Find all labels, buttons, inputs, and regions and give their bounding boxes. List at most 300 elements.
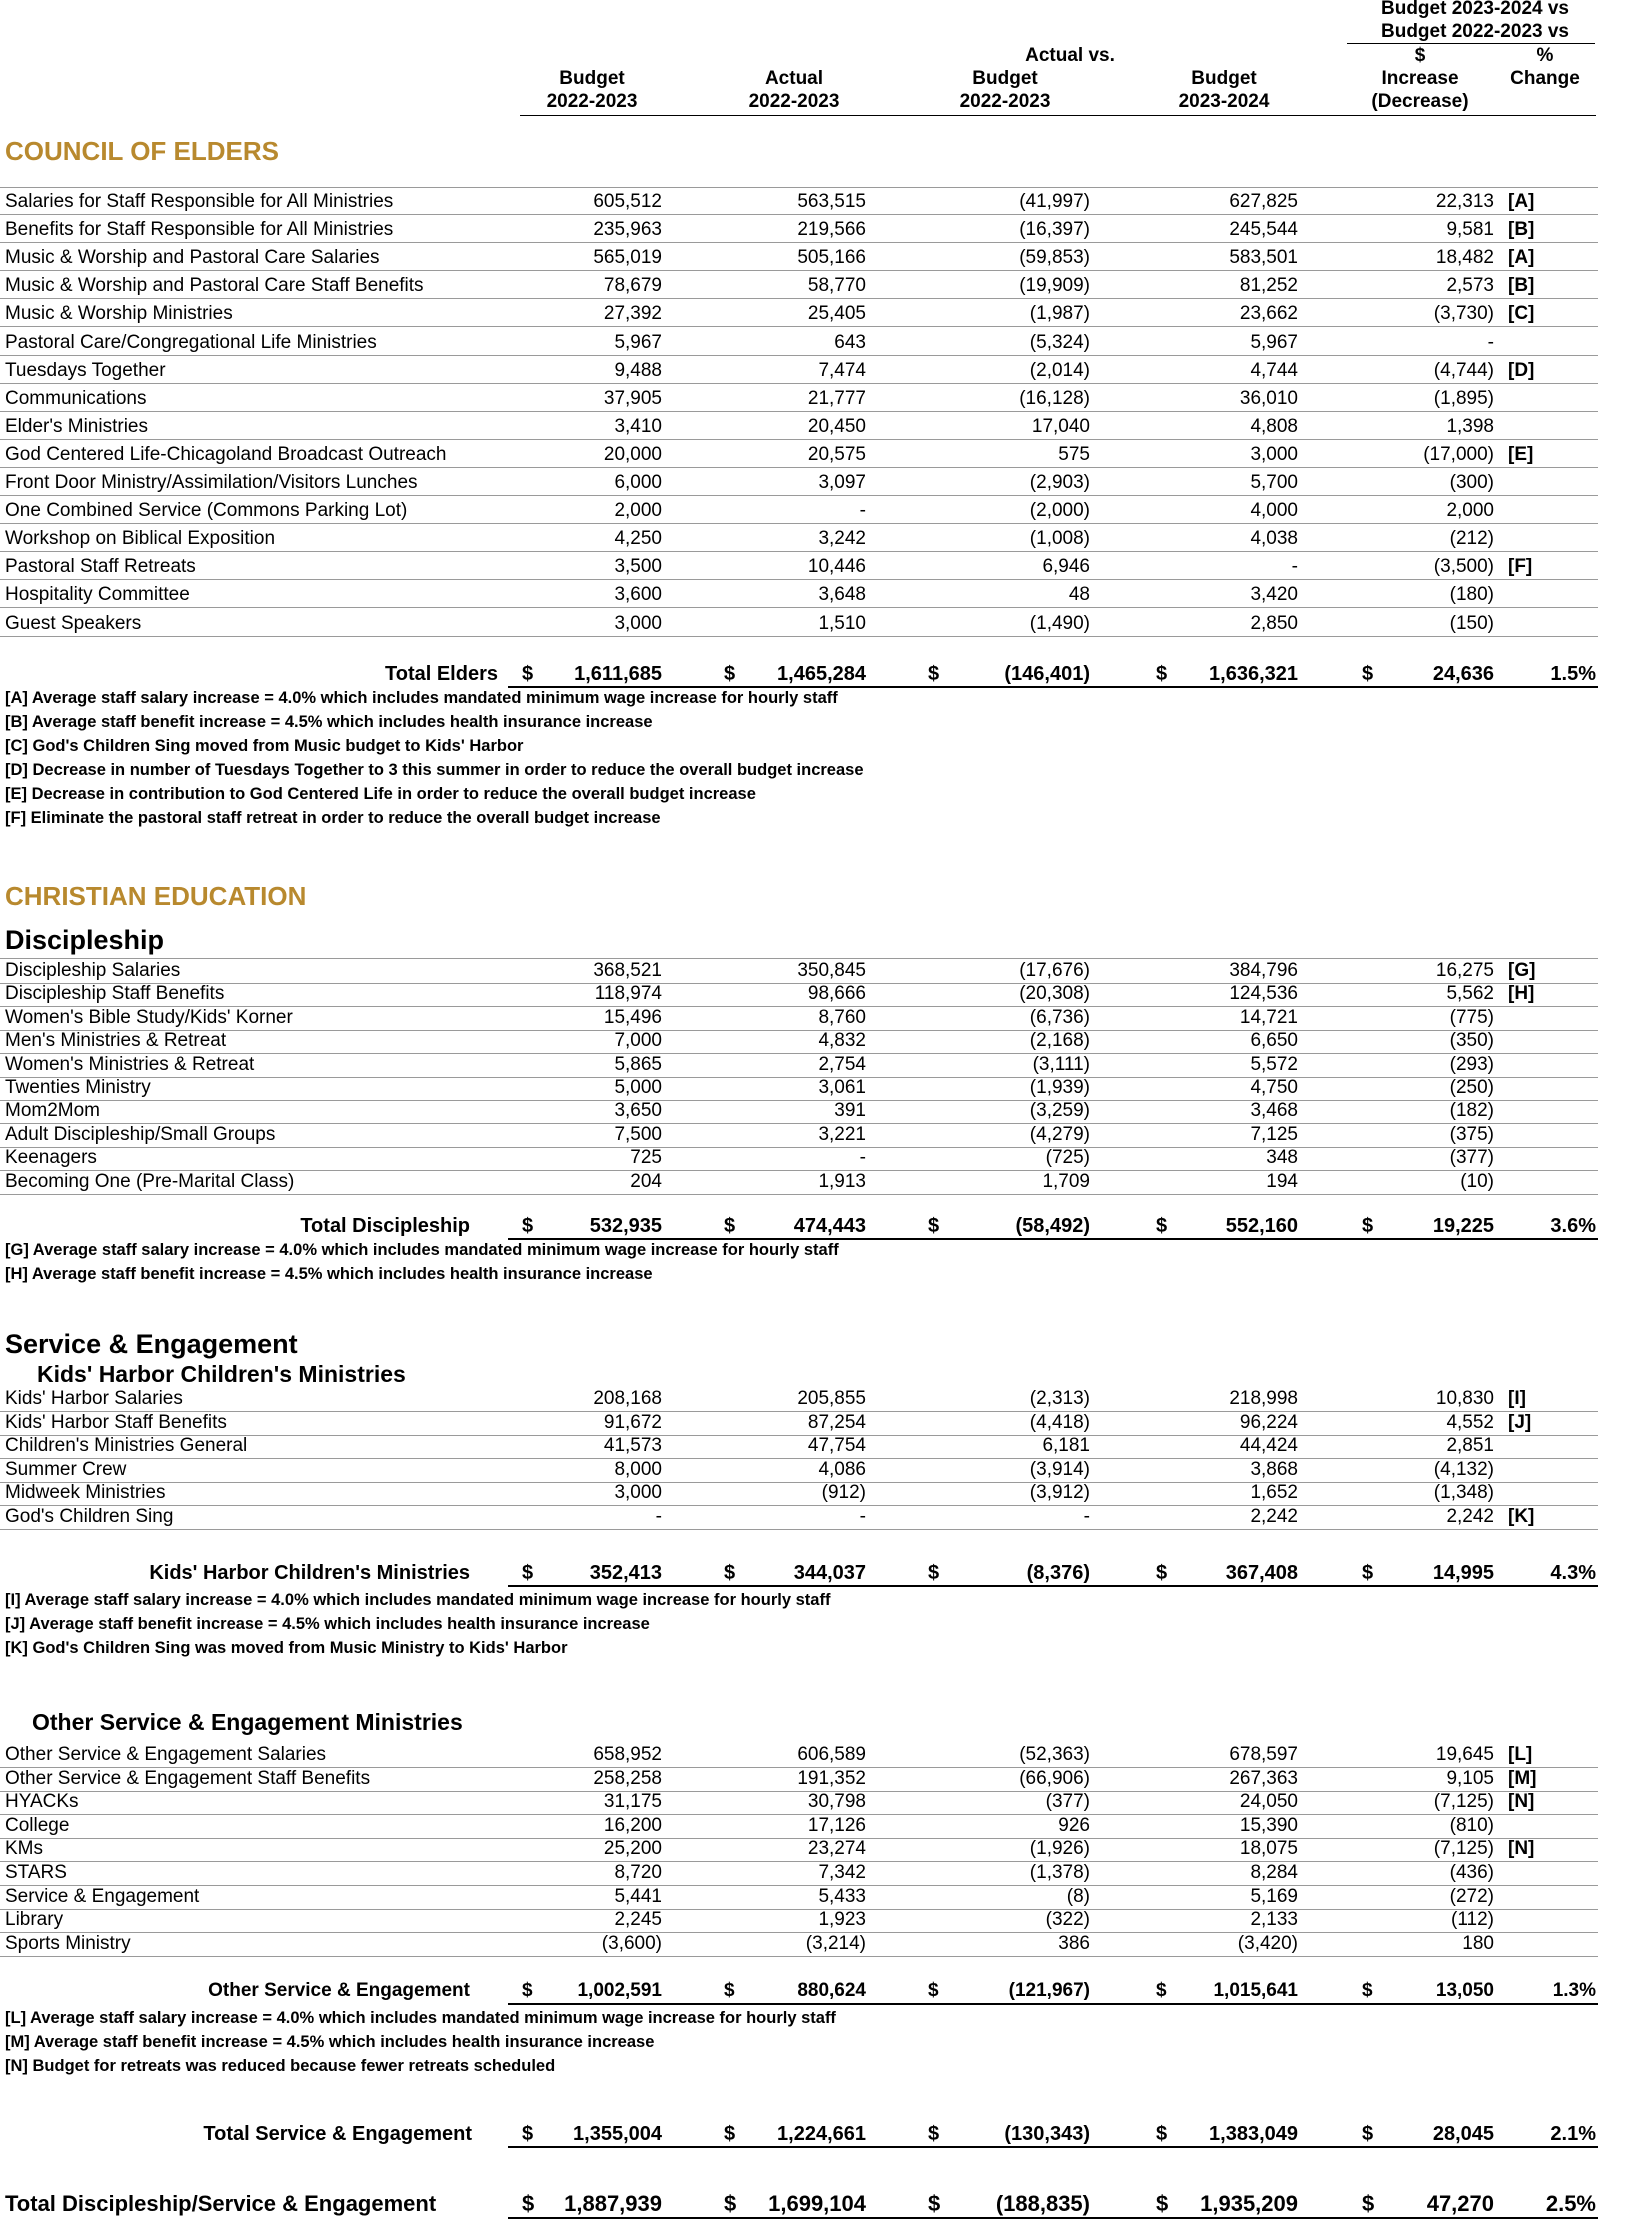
cell-inc: (182): [1449, 1100, 1494, 1122]
row-label: Adult Discipleship/Small Groups: [5, 1123, 276, 1145]
cell-var: (1,926): [1029, 1838, 1090, 1860]
cell-b22: 2,000: [614, 500, 662, 522]
footnote-ref: [L]: [1508, 1744, 1533, 1765]
col-pct-label: Change: [1510, 68, 1580, 89]
cell-a22: 8,760: [818, 1006, 866, 1028]
footnote: [I] Average staff salary increase = 4.0% which includes mandated minimum wage increase for hourly staff: [5, 1591, 831, 1609]
cell-var: (2,168): [1029, 1030, 1090, 1052]
cell-var: 6,946: [1042, 556, 1090, 578]
currency-symbol: $: [724, 2123, 736, 2145]
elders-section-title: COUNCIL OF ELDERS: [5, 136, 279, 166]
cell-var: (2,313): [1029, 1388, 1090, 1409]
grand-total-inc: 47,270: [1426, 2191, 1494, 2216]
cell-b22: 9,488: [614, 359, 662, 381]
cell-var: (725): [1045, 1147, 1090, 1169]
cell-var: (1,987): [1029, 303, 1090, 325]
cell-a22: (912): [821, 1482, 866, 1504]
cell-b23: 245,544: [1229, 219, 1298, 241]
cell-inc: (375): [1449, 1123, 1494, 1145]
cell-a22: 563,515: [797, 191, 866, 212]
cell-var: (19,909): [1019, 275, 1090, 297]
cell-inc: (10): [1460, 1170, 1494, 1192]
row-rule: [0, 270, 1598, 271]
footnote-ref: [A]: [1508, 247, 1535, 269]
total-b23: 1,383,049: [1209, 2123, 1298, 2145]
cell-a22: 205,855: [797, 1388, 866, 1409]
col-var-year: 2022-2023: [959, 91, 1051, 112]
cell-a22: 1,510: [818, 612, 866, 634]
total-b22: 1,002,591: [577, 1980, 662, 2001]
row-rule: [0, 298, 1598, 299]
cell-b22: 27,392: [603, 303, 662, 325]
row-rule: [0, 495, 1598, 496]
row-label: Hospitality Committee: [5, 584, 190, 606]
cell-inc: (810): [1449, 1814, 1494, 1836]
total-var: (130,343): [1004, 2123, 1090, 2145]
cell-a22: 1,923: [818, 1909, 866, 1931]
cell-b22: 20,000: [603, 443, 662, 465]
cell-b22: -: [655, 1506, 662, 1527]
total-b23: 1,015,641: [1213, 1980, 1298, 2001]
cell-b22: 78,679: [603, 275, 662, 297]
footnote: [M] Average staff benefit increase = 4.5% which includes health insurance increase: [5, 2033, 655, 2051]
cell-var: (2,014): [1029, 359, 1090, 381]
cell-b22: 118,974: [594, 983, 662, 1005]
col-inc-label-2: (Decrease): [1371, 91, 1469, 112]
footnote: [A] Average staff salary increase = 4.0% which includes mandated minimum wage increase for hourly staff: [5, 689, 838, 707]
cell-b23: 627,825: [1229, 191, 1298, 212]
total-rule: [508, 1585, 1598, 1587]
currency-symbol: $: [724, 1980, 735, 2001]
row-rule: [0, 551, 1598, 552]
cell-b22: 3,650: [614, 1100, 662, 1122]
cell-b23: 3,420: [1250, 584, 1298, 606]
row-label: Salaries for Staff Responsible for All Ministries: [5, 191, 394, 212]
cell-var: (1,490): [1029, 612, 1090, 634]
cell-b22: 15,496: [603, 1006, 662, 1028]
cell-b23: -: [1291, 556, 1298, 578]
cell-inc: 9,581: [1446, 219, 1494, 241]
cell-var: 575: [1058, 443, 1090, 465]
cell-var: 48: [1068, 584, 1090, 606]
row-label: Music & Worship Ministries: [5, 303, 233, 325]
cell-b22: 31,175: [603, 1791, 662, 1813]
footnote-ref: [I]: [1508, 1388, 1526, 1409]
row-rule: [0, 187, 1598, 188]
cell-a22: 7,474: [818, 359, 866, 381]
grand-total-var: (188,835): [995, 2191, 1090, 2216]
row-label: KMs: [5, 1838, 43, 1860]
row-label: Keenagers: [5, 1147, 97, 1169]
cell-b22: 2,245: [614, 1909, 662, 1931]
total-b23: 367,408: [1225, 1562, 1298, 1584]
row-label: God Centered Life-Chicagoland Broadcast Outreach: [5, 443, 447, 465]
row-label: One Combined Service (Commons Parking Lot): [5, 500, 408, 522]
cell-a22: 5,433: [818, 1885, 866, 1907]
currency-symbol: $: [522, 1980, 533, 2001]
currency-symbol: $: [1362, 663, 1374, 685]
cell-b23: 2,850: [1250, 612, 1298, 634]
cell-inc: (7,125): [1433, 1791, 1494, 1813]
total-a22: 474,443: [793, 1215, 866, 1237]
footnote-ref: [G]: [1508, 960, 1536, 981]
total-a22: 1,465,284: [777, 663, 866, 685]
cell-a22: 3,242: [818, 528, 866, 550]
cell-var: (1,378): [1029, 1862, 1090, 1883]
footnote-ref: [N]: [1508, 1791, 1535, 1813]
total-pct: 2.1%: [1550, 2123, 1596, 2145]
row-rule: [0, 214, 1598, 215]
currency-symbol: $: [1156, 663, 1168, 685]
cell-b23: 2,133: [1250, 1909, 1298, 1931]
row-label: College: [5, 1814, 70, 1836]
cell-b23: 384,796: [1229, 960, 1298, 981]
row-rule: [0, 958, 1598, 959]
row-rule: [0, 1194, 1598, 1195]
footnote: [L] Average staff salary increase = 4.0% which includes mandated minimum wage increase for hourly staff: [5, 2009, 836, 2027]
cell-var: (5,324): [1029, 331, 1090, 353]
total-b23: 1,636,321: [1209, 663, 1298, 685]
cell-a22: 219,566: [797, 219, 866, 241]
row-rule: [0, 355, 1598, 356]
cell-b23: 1,652: [1250, 1482, 1298, 1504]
col-b23-year: 2023-2024: [1178, 91, 1270, 112]
cell-inc: 2,851: [1446, 1435, 1494, 1457]
cell-a22: (3,214): [805, 1932, 866, 1954]
footnote: [C] God's Children Sing moved from Music budget to Kids' Harbor: [5, 737, 524, 755]
cell-var: 386: [1058, 1932, 1090, 1954]
grand-total-label: Total Discipleship/Service & Engagement: [5, 2191, 437, 2216]
cell-b23: 15,390: [1239, 1814, 1298, 1836]
cell-b22: 605,512: [593, 191, 662, 212]
cell-b22: 37,905: [603, 387, 662, 409]
currency-symbol: $: [724, 1562, 736, 1584]
cell-b23: 2,242: [1250, 1506, 1298, 1527]
cell-var: 926: [1058, 1814, 1090, 1836]
cell-var: (4,418): [1029, 1411, 1090, 1433]
cell-inc: (3,730): [1433, 303, 1494, 325]
row-label: Children's Ministries General: [5, 1435, 248, 1457]
row-label: Front Door Ministry/Assimilation/Visitors Lunches: [5, 472, 418, 493]
cell-b23: 6,650: [1250, 1030, 1298, 1052]
cell-inc: (4,132): [1433, 1458, 1494, 1480]
grand-total-b22: 1,887,939: [564, 2191, 662, 2216]
row-rule: [0, 1529, 1598, 1530]
footnote-ref: [C]: [1508, 303, 1535, 325]
row-rule: [0, 439, 1598, 440]
total-a22: 880,624: [797, 1980, 866, 2001]
cell-inc: (775): [1449, 1006, 1494, 1028]
cell-b22: 6,000: [614, 472, 662, 493]
cell-a22: 30,798: [807, 1791, 866, 1813]
cell-inc: (272): [1449, 1885, 1494, 1907]
total-var: (8,376): [1026, 1562, 1090, 1584]
footnote-ref: [J]: [1508, 1411, 1532, 1433]
footnote: [B] Average staff benefit increase = 4.5% which includes health insurance increase: [5, 713, 653, 731]
total-rule: [508, 2003, 1598, 2005]
row-rule: [0, 242, 1598, 243]
row-label: Other Service & Engagement Staff Benefits: [5, 1767, 371, 1789]
cell-b22: 5,865: [614, 1053, 662, 1075]
footnote-ref: [B]: [1508, 275, 1535, 297]
footnote-ref: [F]: [1508, 556, 1533, 578]
row-label: Service & Engagement: [5, 1885, 200, 1907]
currency-symbol: $: [1362, 2123, 1374, 2145]
currency-symbol: $: [1156, 2123, 1168, 2145]
row-rule: [0, 636, 1598, 637]
cell-b22: 4,250: [614, 528, 662, 550]
cell-a22: 4,832: [818, 1030, 866, 1052]
cell-b22: 7,500: [614, 1123, 662, 1145]
col-pct-symbol: %: [1536, 45, 1554, 66]
cell-var: (3,914): [1029, 1458, 1090, 1480]
footnote-ref: [K]: [1508, 1506, 1535, 1527]
currency-symbol: $: [522, 663, 534, 685]
currency-symbol: $: [1362, 2191, 1375, 2216]
cell-var: 6,181: [1042, 1435, 1090, 1457]
cell-b22: 8,000: [614, 1458, 662, 1480]
currency-symbol: $: [928, 2123, 940, 2145]
row-label: Men's Ministries & Retreat: [5, 1030, 227, 1052]
col-a22-label: Actual: [764, 68, 824, 89]
grand-total-a22: 1,699,104: [768, 2191, 866, 2216]
currency-symbol: $: [1362, 1562, 1374, 1584]
footnote: [D] Decrease in number of Tuesdays Together to 3 this summer in order to reduce the overall budget increase: [5, 761, 864, 779]
currency-symbol: $: [724, 2191, 737, 2216]
cell-b22: 258,258: [593, 1767, 662, 1789]
row-rule: [0, 579, 1598, 580]
cell-var: -: [1083, 1506, 1090, 1527]
currency-symbol: $: [1156, 1980, 1167, 2001]
cell-b22: 204: [630, 1170, 662, 1192]
cell-b23: 5,700: [1250, 472, 1298, 493]
col-var-label-0: Actual vs.: [1025, 45, 1115, 66]
kids-harbor-title: Kids' Harbor Children's Ministries: [37, 1361, 406, 1387]
cell-inc: 16,275: [1435, 960, 1494, 981]
cell-b22: 235,963: [593, 219, 662, 241]
cell-b23: 348: [1266, 1147, 1298, 1169]
cell-var: (16,128): [1019, 387, 1090, 409]
row-label: Discipleship Staff Benefits: [5, 983, 225, 1005]
cell-b22: 725: [630, 1147, 662, 1169]
row-rule: [0, 1956, 1598, 1957]
cell-var: 17,040: [1031, 415, 1090, 437]
row-label: Kids' Harbor Salaries: [5, 1388, 183, 1409]
cell-b23: 267,363: [1229, 1767, 1298, 1789]
cell-a22: 58,770: [807, 275, 866, 297]
row-rule: [0, 411, 1598, 412]
cell-b22: 208,168: [593, 1388, 662, 1409]
grand-total-pct: 2.5%: [1545, 2191, 1596, 2216]
cell-inc: 22,313: [1435, 191, 1494, 212]
cell-a22: 98,666: [807, 983, 866, 1005]
cell-b23: (3,420): [1237, 1932, 1298, 1954]
row-label: Music & Worship and Pastoral Care Salaries: [5, 247, 380, 269]
row-label: Tuesdays Together: [5, 359, 166, 381]
cell-b22: 5,441: [614, 1885, 662, 1907]
row-label: Women's Ministries & Retreat: [5, 1053, 255, 1075]
row-rule: [0, 326, 1598, 327]
total-b23: 552,160: [1225, 1215, 1298, 1237]
row-label: Summer Crew: [5, 1458, 127, 1480]
cell-var: (17,676): [1019, 960, 1090, 981]
cell-a22: -: [859, 1506, 866, 1527]
footnote: [N] Budget for retreats was reduced because fewer retreats scheduled: [5, 2057, 556, 2075]
cell-a22: 350,845: [797, 960, 866, 981]
currency-symbol: $: [1156, 2191, 1169, 2216]
col-b22-year: 2022-2023: [546, 91, 638, 112]
total-a22: 344,037: [793, 1562, 866, 1584]
row-label: Library: [5, 1909, 64, 1931]
cell-a22: 3,221: [818, 1123, 866, 1145]
cell-inc: 18,482: [1435, 247, 1494, 269]
total-b22: 532,935: [589, 1215, 662, 1237]
cell-inc: (350): [1449, 1030, 1494, 1052]
cell-var: 1,709: [1042, 1170, 1090, 1192]
cell-b23: 24,050: [1239, 1791, 1298, 1813]
cell-inc: (7,125): [1433, 1838, 1494, 1860]
cell-var: (3,111): [1032, 1053, 1090, 1075]
cell-b23: 194: [1266, 1170, 1298, 1192]
total-b22: 352,413: [589, 1562, 662, 1584]
cell-a22: 3,648: [818, 584, 866, 606]
cell-inc: (180): [1449, 584, 1494, 606]
cell-b22: 3,500: [614, 556, 662, 578]
row-label: Communications: [5, 387, 147, 409]
cell-b23: 14,721: [1239, 1006, 1298, 1028]
currency-symbol: $: [1362, 1980, 1373, 2001]
cell-b23: 3,000: [1250, 443, 1298, 465]
footnote-ref: [B]: [1508, 219, 1535, 241]
footnote: [K] God's Children Sing was moved from Music Ministry to Kids' Harbor: [5, 1639, 568, 1657]
cell-inc: (436): [1449, 1862, 1494, 1883]
cell-b22: 3,600: [614, 584, 662, 606]
cell-b22: 3,000: [614, 612, 662, 634]
cell-var: (1,008): [1029, 528, 1090, 550]
total-var: (58,492): [1015, 1215, 1090, 1237]
cell-b23: 4,000: [1250, 500, 1298, 522]
cell-var: (20,308): [1019, 983, 1090, 1005]
cell-var: (2,903): [1029, 472, 1090, 493]
currency-symbol: $: [724, 663, 736, 685]
row-rule: [0, 523, 1598, 524]
cell-b23: 81,252: [1239, 275, 1298, 297]
footnote: [F] Eliminate the pastoral staff retreat in order to reduce the overall budget increase: [5, 809, 661, 827]
footnote-ref: [M]: [1508, 1767, 1537, 1789]
cell-a22: -: [859, 1147, 866, 1169]
cell-b22: 91,672: [603, 1411, 662, 1433]
col-b23-label: Budget: [1191, 68, 1257, 89]
cell-var: (322): [1045, 1909, 1090, 1931]
row-label: Benefits for Staff Responsible for All Ministries: [5, 219, 394, 241]
cell-b23: 3,868: [1250, 1458, 1298, 1480]
cell-b23: 218,998: [1229, 1388, 1298, 1409]
row-label: Pastoral Care/Congregational Life Ministries: [5, 331, 377, 353]
total-inc: 28,045: [1432, 2123, 1494, 2145]
currency-symbol: $: [928, 663, 940, 685]
row-label: Music & Worship and Pastoral Care Staff Benefits: [5, 275, 424, 297]
cell-inc: 2,242: [1446, 1506, 1494, 1527]
cell-var: (59,853): [1019, 247, 1090, 269]
col-inc-symbol: $: [1414, 45, 1426, 66]
cell-inc: (3,500): [1433, 556, 1494, 578]
row-label: Other Service & Engagement Salaries: [5, 1744, 327, 1765]
cell-inc: (293): [1449, 1053, 1494, 1075]
total-inc: 24,636: [1432, 663, 1494, 685]
total-a22: 1,224,661: [777, 2123, 866, 2145]
cell-inc: (250): [1449, 1077, 1494, 1098]
footnote: [E] Decrease in contribution to God Centered Life in order to reduce the overall budget increase: [5, 785, 756, 803]
row-rule: [0, 467, 1598, 468]
currency-symbol: $: [1156, 1562, 1168, 1584]
row-label: STARS: [5, 1862, 67, 1883]
row-label: Guest Speakers: [5, 612, 142, 634]
cell-inc: (300): [1449, 472, 1494, 493]
ce-section-title: CHRISTIAN EDUCATION: [5, 881, 307, 911]
cell-a22: 643: [834, 331, 866, 353]
cell-b22: 16,200: [603, 1814, 662, 1836]
cell-a22: 4,086: [818, 1458, 866, 1480]
currency-symbol: $: [522, 1562, 534, 1584]
cell-a22: 391: [834, 1100, 866, 1122]
row-label: Becoming One (Pre-Marital Class): [5, 1170, 295, 1192]
currency-symbol: $: [1156, 1215, 1168, 1237]
total-rule: [508, 2217, 1598, 2219]
cell-a22: 47,754: [807, 1435, 866, 1457]
footnote-ref: [A]: [1508, 191, 1535, 212]
footnote-ref: [H]: [1508, 983, 1535, 1005]
cell-var: (66,906): [1019, 1767, 1090, 1789]
row-label: Twenties Ministry: [5, 1077, 151, 1098]
total-inc: 19,225: [1432, 1215, 1494, 1237]
footnote: [J] Average staff benefit increase = 4.5% which includes health insurance increase: [5, 1615, 650, 1633]
cell-a22: 3,061: [818, 1077, 866, 1098]
currency-symbol: $: [724, 1215, 736, 1237]
cell-a22: 25,405: [807, 303, 866, 325]
cell-inc: (1,348): [1433, 1482, 1494, 1504]
footnote-ref: [D]: [1508, 359, 1535, 381]
total-b22: 1,611,685: [574, 663, 662, 685]
total-label: Other Service & Engagement: [208, 1980, 470, 2001]
row-label: Women's Bible Study/Kids' Korner: [5, 1006, 293, 1028]
cell-var: (1,939): [1029, 1077, 1090, 1098]
cell-b22: 25,200: [603, 1838, 662, 1860]
cell-b23: 5,967: [1250, 331, 1298, 353]
cell-inc: 4,552: [1446, 1411, 1494, 1433]
cell-var: (3,912): [1029, 1482, 1090, 1504]
cell-var: (41,997): [1019, 191, 1090, 212]
cell-b23: 3,468: [1250, 1100, 1298, 1122]
total-inc: 14,995: [1432, 1562, 1494, 1584]
cell-b23: 4,808: [1250, 415, 1298, 437]
cell-b22: 7,000: [614, 1030, 662, 1052]
cell-a22: 191,352: [797, 1767, 866, 1789]
cell-b23: 583,501: [1229, 247, 1298, 269]
total-label: Kids' Harbor Children's Ministries: [149, 1562, 470, 1584]
cell-inc: (377): [1449, 1147, 1494, 1169]
cell-b23: 4,038: [1250, 528, 1298, 550]
cell-var: (16,397): [1019, 219, 1090, 241]
footnote: [G] Average staff salary increase = 4.0% which includes mandated minimum wage increase for hourly staff: [5, 1241, 839, 1259]
currency-symbol: $: [928, 1980, 939, 2001]
row-label: Pastoral Staff Retreats: [5, 556, 196, 578]
cell-b23: 5,572: [1250, 1053, 1298, 1075]
cell-a22: 505,166: [797, 247, 866, 269]
cell-inc: 2,573: [1446, 275, 1494, 297]
row-label: Sports Ministry: [5, 1932, 131, 1954]
cell-a22: 606,589: [797, 1744, 866, 1765]
col-var-label-1: Budget: [972, 68, 1038, 89]
